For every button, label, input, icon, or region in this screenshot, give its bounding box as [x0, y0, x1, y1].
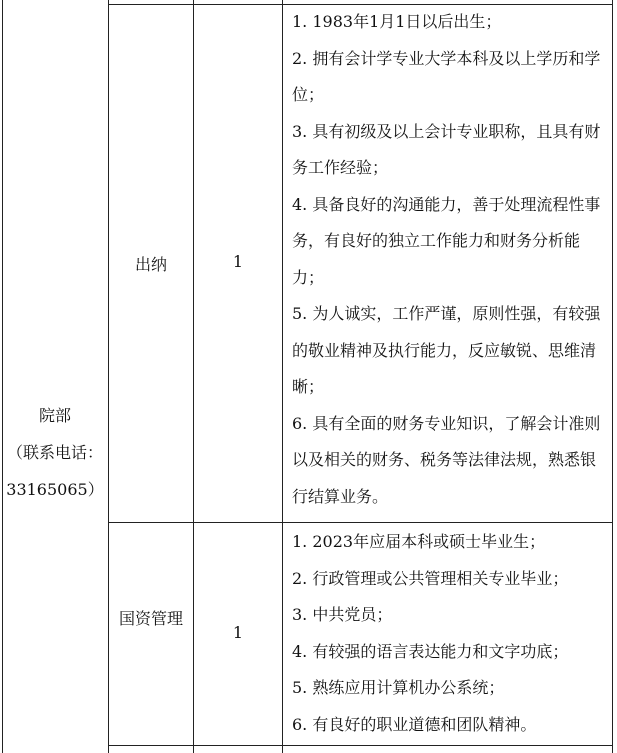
requirement-item: 5. 熟练应用计算机办公系统；	[292, 678, 505, 697]
department-phone-label: （联系电话：	[6, 443, 103, 462]
position-name: 国资管理	[119, 609, 184, 628]
requirement-item: 2. 行政管理或公共管理相关专业毕业；	[292, 568, 569, 588]
column-divider-count	[282, 0, 283, 753]
position-cell	[111, 600, 191, 637]
count-cell	[194, 252, 282, 271]
row-divider	[108, 522, 613, 523]
department-cell	[2, 397, 108, 508]
department-name: 院部	[38, 406, 71, 425]
table-border-left	[2, 0, 3, 753]
requirement-item: 6. 有良好的职业道德和团队精神。	[292, 714, 537, 734]
headcount: 1	[232, 252, 244, 271]
requirements-cell	[292, 524, 604, 743]
position-name: 出纳	[134, 255, 167, 274]
requirement-item: 1. 2023年应届本科或硕士毕业生；	[292, 532, 546, 551]
table-border-right	[612, 0, 613, 753]
requirement-item: 5. 为人诚实，工作严谨，原则性强，有较强的敬业精神及执行能力，反应敏锐、思维清晰；	[292, 304, 601, 396]
requirement-item: 4. 有较强的语言表达能力和文字功底；	[292, 641, 569, 661]
requirement-item: 3. 具有初级及以上会计专业职称，且具有财务工作经验；	[292, 121, 601, 177]
column-divider-dept	[108, 0, 109, 753]
requirement-item: 6. 具有全面的财务专业知识，了解会计准则以及相关的财务、税务等法律法规，熟悉银行结算业务。	[292, 413, 601, 506]
count-cell	[194, 623, 282, 642]
row-divider-bottom	[108, 745, 613, 746]
requirement-item: 1. 1983年1月1日以后出生；	[292, 12, 502, 31]
headcount: 1	[232, 623, 244, 642]
requirement-item: 2. 拥有会计学专业大学本科及以上学历和学位；	[292, 48, 601, 104]
position-cell	[111, 252, 191, 275]
requirement-item: 3. 中共党员；	[292, 605, 393, 624]
department-phone: 33165065）	[6, 480, 104, 499]
requirement-item: 4. 具备良好的沟通能力，善于处理流程性事务，有良好的独立工作能力和财务分析能力；	[292, 194, 601, 287]
requirements-cell	[292, 4, 604, 515]
